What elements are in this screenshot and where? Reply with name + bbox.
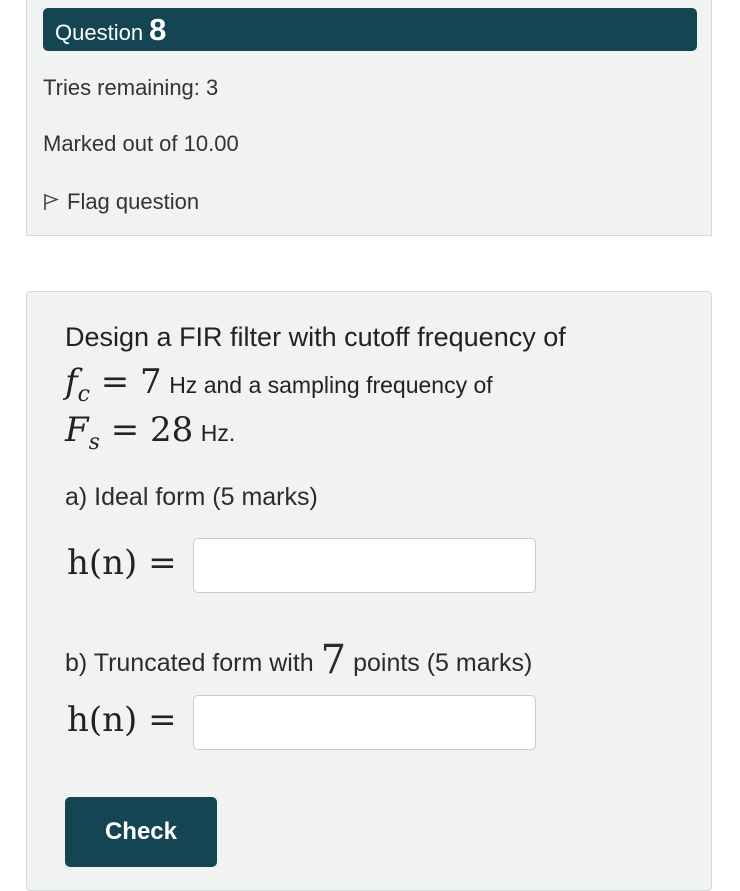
part-a-answer-input[interactable] [193,538,536,593]
question-info-panel [26,0,712,236]
tries-remaining: Tries remaining: 3 [43,75,219,100]
part-b-points: 7 [320,637,347,683]
check-button[interactable]: Check [65,797,217,867]
flag-question-label: Flag question [67,189,200,214]
fs-equals: = 28 [110,410,194,450]
cutoff-frequency-line [65,362,493,407]
fc-equals: = 7 [100,362,162,402]
fc-subscript: c [77,382,90,407]
part-b-lhs: h(n) = [67,700,177,740]
marked-out-of: Marked out of 10.00 [43,131,239,156]
question-word: Question [55,20,144,45]
question-header [43,8,697,51]
flag-question-link[interactable] [43,187,199,217]
sampling-frequency-line [65,410,235,455]
fs-math [65,410,194,455]
fc-math [65,362,162,407]
part-a-label: a) Ideal form (5 marks) [65,483,318,511]
flag-icon [43,187,67,217]
fc-symbol: f [65,362,78,402]
part-a-lhs: h(n) = [67,543,177,583]
question-intro: Design a FIR filter with cutoff frequency of [65,322,566,352]
fs-symbol: F [65,410,89,450]
part-b-suffix: points (5 marks) [353,649,533,677]
fs-unit: Hz. [200,420,236,446]
question-number: 8 [149,12,167,47]
part-b-label [65,637,532,683]
fc-rest-text: Hz and a sampling frequency of [169,372,493,398]
part-b-prefix: b) Truncated form with [65,649,314,677]
fs-subscript: s [88,430,100,455]
part-b-answer-input[interactable] [193,695,536,750]
question-content-panel [26,291,712,891]
